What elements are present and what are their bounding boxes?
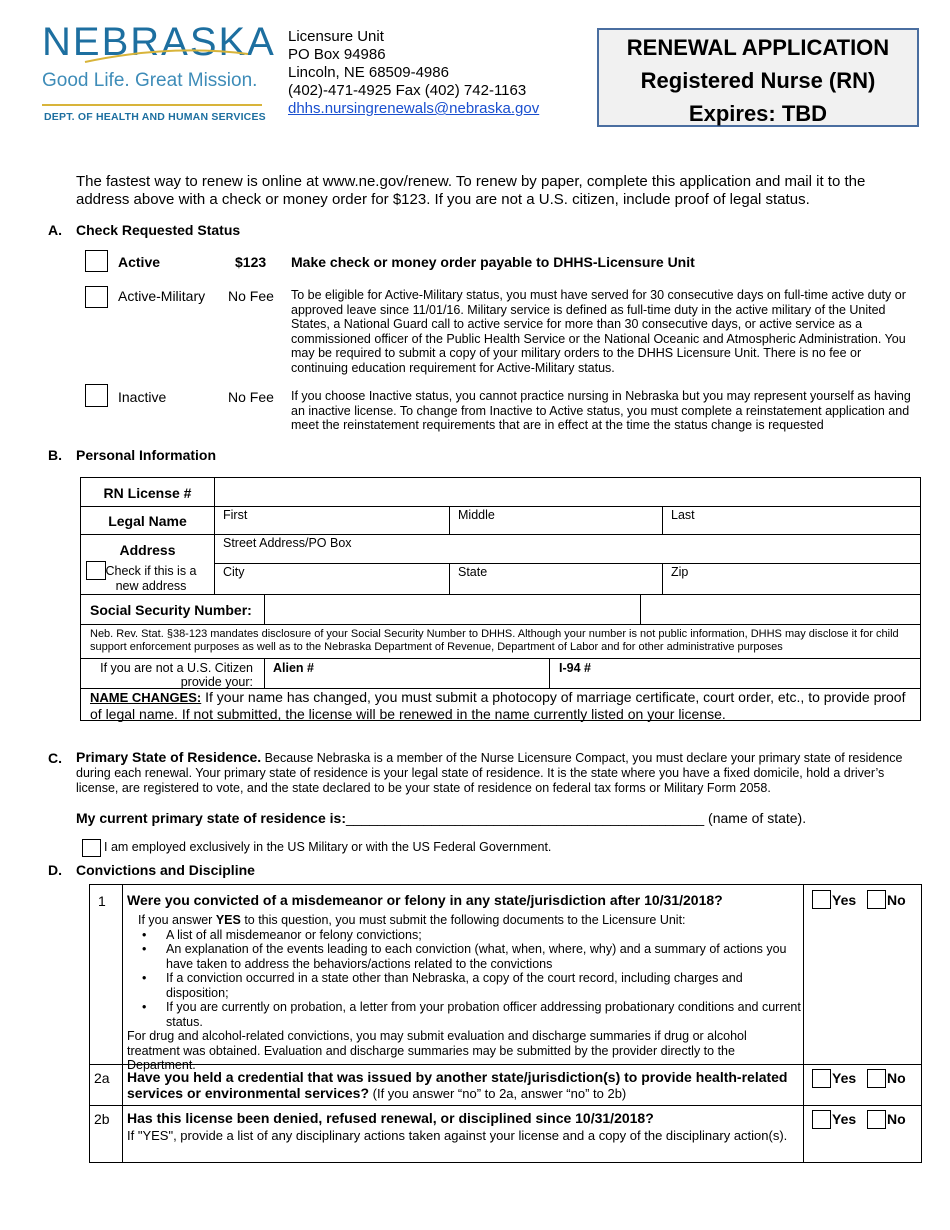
address-phone: (402)-471-4925 Fax (402) 742-1163 bbox=[288, 82, 527, 99]
name-changes-note bbox=[81, 689, 920, 720]
inactive-desc: If you choose Inactive status, you cannot practice nursing in Nebraska but you may represent yourself as having an inactive license. To change from Inactive to Active status, you must complete a reinstatement application and meet the reinstatement requirements that are in effect at the time the status change is requested bbox=[291, 389, 911, 432]
q2b-no-label: No bbox=[887, 1111, 906, 1127]
rn-license-field[interactable] bbox=[215, 478, 920, 507]
q1-no-label: No bbox=[887, 892, 906, 908]
ssn-disclosure-note: Neb. Rev. Stat. §38-123 mandates disclosure of your Social Security Number to DHHS. Although your number is not public information, DHHS may disclose it for child support enforcement purposes as well as to the Nebraska Department of Revenue, Department of Labor and for other administrative purposes bbox=[81, 625, 920, 659]
q1-number: 1 bbox=[98, 893, 106, 909]
citizen-label bbox=[81, 659, 265, 689]
q2a-yes-label: Yes bbox=[832, 1070, 857, 1086]
legal-name-label: Legal Name bbox=[81, 507, 215, 535]
logo-divider bbox=[42, 104, 262, 106]
active-military-label: Active-Military bbox=[118, 288, 206, 304]
ssn-extra-field[interactable] bbox=[641, 595, 920, 625]
q2a-number: 2a bbox=[94, 1070, 110, 1086]
active-label: Active bbox=[118, 254, 161, 270]
new-address-label: Check if this is a new address bbox=[105, 564, 197, 593]
last-name-field[interactable]: Last bbox=[663, 507, 920, 535]
title-license-type: Registered Nurse (RN) bbox=[640, 68, 876, 93]
primary-state-input[interactable]: ______________________________________________ bbox=[346, 810, 705, 826]
address-label-cell bbox=[81, 535, 215, 595]
q1-yes-label: Yes bbox=[832, 892, 857, 908]
q2b-yes-label: Yes bbox=[832, 1111, 857, 1127]
address-line: Licensure Unit bbox=[288, 28, 384, 45]
federal-employee-label: I am employed exclusively in the US Military or with the US Federal Government. bbox=[104, 840, 552, 854]
active-fee: $123 bbox=[235, 254, 267, 270]
section-c-title: Primary State of Residence. bbox=[76, 749, 262, 765]
first-name-field[interactable]: First bbox=[215, 507, 450, 535]
section-d-title: Convictions and Discipline bbox=[76, 862, 255, 878]
citizen-label-line1: If you are not a U.S. Citizen bbox=[100, 661, 253, 675]
inactive-fee: No Fee bbox=[228, 389, 274, 405]
active-military-fee: No Fee bbox=[228, 288, 274, 304]
q1-yes-checkbox[interactable] bbox=[812, 890, 831, 909]
q2a-note: (If you answer “no” to 2a, answer “no” to 2b) bbox=[369, 1086, 627, 1101]
address-line: PO Box 94986 bbox=[288, 46, 386, 63]
city-field[interactable]: City bbox=[215, 564, 450, 595]
primary-state-line bbox=[76, 810, 806, 826]
ssn-label: Social Security Number: bbox=[81, 595, 265, 625]
intro-text: The fastest way to renew is online at www.ne.gov/renew. To renew by paper, complete this application and mail it to the address above with a check or money order for $123. If you are not a U.S. citizen, include proof of legal status. bbox=[76, 173, 866, 208]
convictions-table bbox=[89, 884, 922, 1163]
mailing-address bbox=[288, 28, 539, 118]
primary-state-label: My current primary state of residence is: bbox=[76, 810, 346, 826]
q1-bullet: • A list of all misdemeanor or felony convictions; bbox=[138, 928, 801, 943]
q2a-no-label: No bbox=[887, 1070, 906, 1086]
rn-license-label: RN License # bbox=[81, 478, 215, 507]
q1-bullet: • If a conviction occurred in a state other than Nebraska, a copy of the court record, including charges and disposition; bbox=[138, 971, 801, 1000]
alien-number-field[interactable]: Alien # bbox=[265, 659, 550, 689]
q2a-yes-checkbox[interactable] bbox=[812, 1069, 831, 1088]
primary-state-suffix: (name of state). bbox=[704, 810, 807, 826]
inactive-checkbox[interactable] bbox=[85, 384, 108, 407]
logo-wordmark: NEBRASKA bbox=[42, 20, 276, 64]
q1-no-checkbox[interactable] bbox=[867, 890, 886, 909]
name-changes-text: If your name has changed, you must submit a photocopy of marriage certificate, court order, etc., to provide proof of legal name. If not submitted, the license will be renewed in the name currently listed on your license. bbox=[90, 689, 906, 722]
address-label: Address bbox=[119, 542, 176, 558]
citizen-label-line2: provide your: bbox=[180, 675, 253, 689]
column-divider bbox=[803, 885, 804, 1162]
name-changes-label: NAME CHANGES: bbox=[90, 690, 202, 705]
state-field[interactable]: State bbox=[450, 564, 663, 595]
email-link[interactable]: dhhs.nursingrenewals@nebraska.gov bbox=[288, 100, 540, 117]
q1-bullet: • If you are currently on probation, a letter from your probation officer addressing probationary conditions and current status. bbox=[138, 1000, 801, 1029]
q1-intro bbox=[127, 913, 801, 928]
title-box bbox=[597, 28, 919, 127]
q2a-text bbox=[127, 1069, 799, 1102]
title-expires: Expires: TBD bbox=[688, 101, 828, 126]
row-divider bbox=[90, 1105, 921, 1106]
active-military-checkbox[interactable] bbox=[85, 286, 108, 308]
q1-bullet: • An explanation of the events leading to each conviction (what, when, where, why) and a summary of actions you have taken to address the behaviors/actions related to the convictions bbox=[138, 942, 801, 971]
section-c-text bbox=[76, 750, 916, 796]
federal-employee-checkbox[interactable] bbox=[82, 839, 101, 857]
q2b-number: 2b bbox=[94, 1111, 110, 1127]
q1-question: Were you convicted of a misdemeanor or felony in any state/jurisdiction after 10/31/2018? bbox=[127, 892, 723, 908]
q2b-no-checkbox[interactable] bbox=[867, 1110, 886, 1129]
q2b-note: If "YES", provide a list of any disciplinary actions taken against your license and a copy of the disciplinary action(s). bbox=[127, 1128, 788, 1143]
title-main: RENEWAL APPLICATION bbox=[626, 35, 890, 60]
q1-bullet-list bbox=[127, 928, 801, 1030]
street-field[interactable]: Street Address/PO Box bbox=[215, 535, 920, 564]
zip-field[interactable]: Zip bbox=[663, 564, 920, 595]
q2a-question: Have you held a credential that was issued by another state/jurisdiction(s) to provide health-related services or environmental services? bbox=[127, 1069, 788, 1101]
address-line: Lincoln, NE 68509-4986 bbox=[288, 64, 449, 81]
q2b-question: Has this license been denied, refused renewal, or disciplined since 10/31/2018? bbox=[127, 1110, 654, 1126]
personal-info-table bbox=[80, 477, 921, 721]
section-c-letter: C. bbox=[48, 750, 62, 766]
q1-intro-pre: If you answer bbox=[138, 913, 216, 927]
i94-number-field[interactable]: I-94 # bbox=[550, 659, 920, 689]
q1-intro-post: to this question, you must submit the following documents to the Licensure Unit: bbox=[240, 913, 686, 927]
section-a-title: Check Requested Status bbox=[76, 222, 241, 238]
inactive-label: Inactive bbox=[118, 389, 167, 405]
active-military-desc: To be eligible for Active-Military status, you must have served for 30 consecutive days on full-time active duty or approved leave since 11/01/16. Military service is defined as full-time duty in the active military of the United States, a National Guard call to active service for more than 30 consecutive days, or active service as a commissioned officer of the Public Health Service or the National Oceanic and Atmospheric Administration. You may be required to submit a copy of your military orders to the DHHS Licensure Unit. There is no fee or continuing education requirement for Active-Military status. bbox=[291, 288, 906, 375]
q2b-yes-checkbox[interactable] bbox=[812, 1110, 831, 1129]
active-checkbox[interactable] bbox=[85, 250, 108, 272]
q1-intro-bold: YES bbox=[215, 913, 241, 927]
logo-tagline: Good Life. Great Mission. bbox=[42, 70, 258, 91]
middle-name-field[interactable]: Middle bbox=[450, 507, 663, 535]
q2a-no-checkbox[interactable] bbox=[867, 1069, 886, 1088]
section-d-letter: D. bbox=[48, 862, 62, 878]
section-b-letter: B. bbox=[48, 447, 62, 463]
logo-dept: DEPT. OF HEALTH AND HUMAN SERVICES bbox=[44, 111, 266, 123]
section-b-title: Personal Information bbox=[76, 447, 217, 463]
logo-swoosh-icon bbox=[80, 40, 250, 70]
q1-footer: For drug and alcohol-related convictions, you may submit evaluation and discharge summaries if drug or alcohol treatment was obtained. Evaluation and discharge summaries may be submitted by the provider directly to the Department. bbox=[127, 1029, 747, 1072]
ssn-field[interactable] bbox=[265, 595, 641, 625]
q1-details bbox=[127, 913, 801, 1073]
section-a-letter: A. bbox=[48, 222, 62, 238]
active-payable-note: Make check or money order payable to DHHS-Licensure Unit bbox=[291, 254, 695, 270]
column-divider bbox=[122, 885, 123, 1162]
section-c-desc: Because Nebraska is a member of the Nurse Licensure Compact, you must declare your primary state of residence during each renewal. Your primary state of residence is your legal state of residence. It is the state where you have a fixed domicile, hold a driver’s license, are registered to vote, and the state declared to be your state of residence on federal tax forms or Military Form 2058. bbox=[76, 751, 903, 795]
